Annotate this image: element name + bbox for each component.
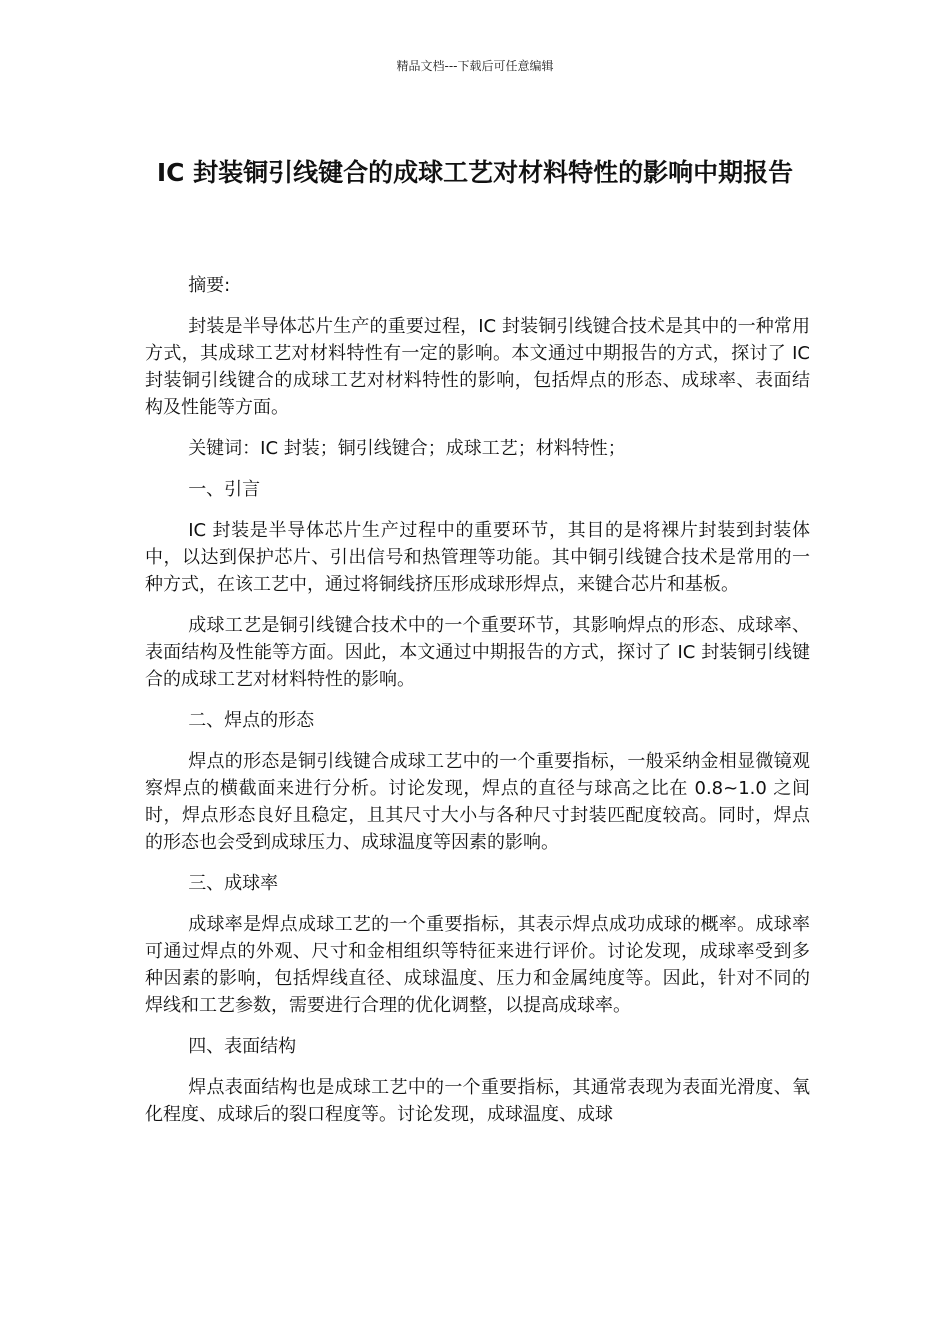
keywords-line: 关键词：IC 封装；铜引线键合；成球工艺；材料特性；	[188, 438, 626, 459]
body-paragraph: 焊点表面结构也是成球工艺中的一个重要指标，其通常表现为表面光滑度、氧化程度、成球后的裂口程度等。讨论发现，成球温度、成球	[145, 1077, 810, 1125]
section-heading-surface-structure: 四、表面结构	[188, 1036, 297, 1057]
body-paragraph: 焊点的形态是铜引线键合成球工艺中的一个重要指标，一般采纳金相显微镜观察焊点的横截面来进行分析。讨论发现，焊点的直径与球高之比在 0.8~1.0 之间时，焊点形态良好且稳定，且其尺寸大小与各种尺寸封装匹配度较高。同时，焊点的形态也会受到成球压力、成球温度等因素的影响。	[145, 751, 810, 853]
abstract-paragraph: 封装是半导体芯片生产的重要过程，IC 封装铜引线键合技术是其中的一种常用方式，其成球工艺对材料特性有一定的影响。本文通过中期报告的方式，探讨了 IC 封装铜引线键合的成球工艺对材料特性的影响，包括焊点的形态、成球率、表面结构及性能等方面。	[145, 316, 810, 418]
document-body	[145, 272, 810, 1142]
header-note: 精品文档---下载后可任意编辑	[396, 59, 554, 73]
abstract-label: 摘要:	[188, 275, 231, 296]
body-paragraph: 成球工艺是铜引线键合技术中的一个重要环节，其影响焊点的形态、成球率、表面结构及性能等方面。因此，本文通过中期报告的方式，探讨了 IC 封装铜引线键合的成球工艺对材料特性的影响。	[145, 615, 810, 690]
body-paragraph: IC 封装是半导体芯片生产过程中的重要环节，其目的是将裸片封装到封装体中，以达到保护芯片、引出信号和热管理等功能。其中铜引线键合技术是常用的一种方式，在该工艺中，通过将铜线挤压形成球形焊点，来键合芯片和基板。	[145, 520, 810, 595]
section-heading-solder-shape: 二、焊点的形态	[188, 710, 315, 731]
section-heading-ball-rate: 三、成球率	[188, 873, 279, 894]
section-heading-introduction: 一、引言	[188, 479, 261, 500]
body-paragraph: 成球率是焊点成球工艺的一个重要指标，其表示焊点成功成球的概率。成球率可通过焊点的外观、尺寸和金相组织等特征来进行评价。讨论发现，成球率受到多种因素的影响，包括焊线直径、成球温度、压力和金属纯度等。因此，针对不同的焊线和工艺参数，需要进行合理的优化调整，以提高成球率。	[145, 914, 810, 1016]
document-title: IC 封装铜引线键合的成球工艺对材料特性的影响中期报告	[156, 157, 794, 187]
